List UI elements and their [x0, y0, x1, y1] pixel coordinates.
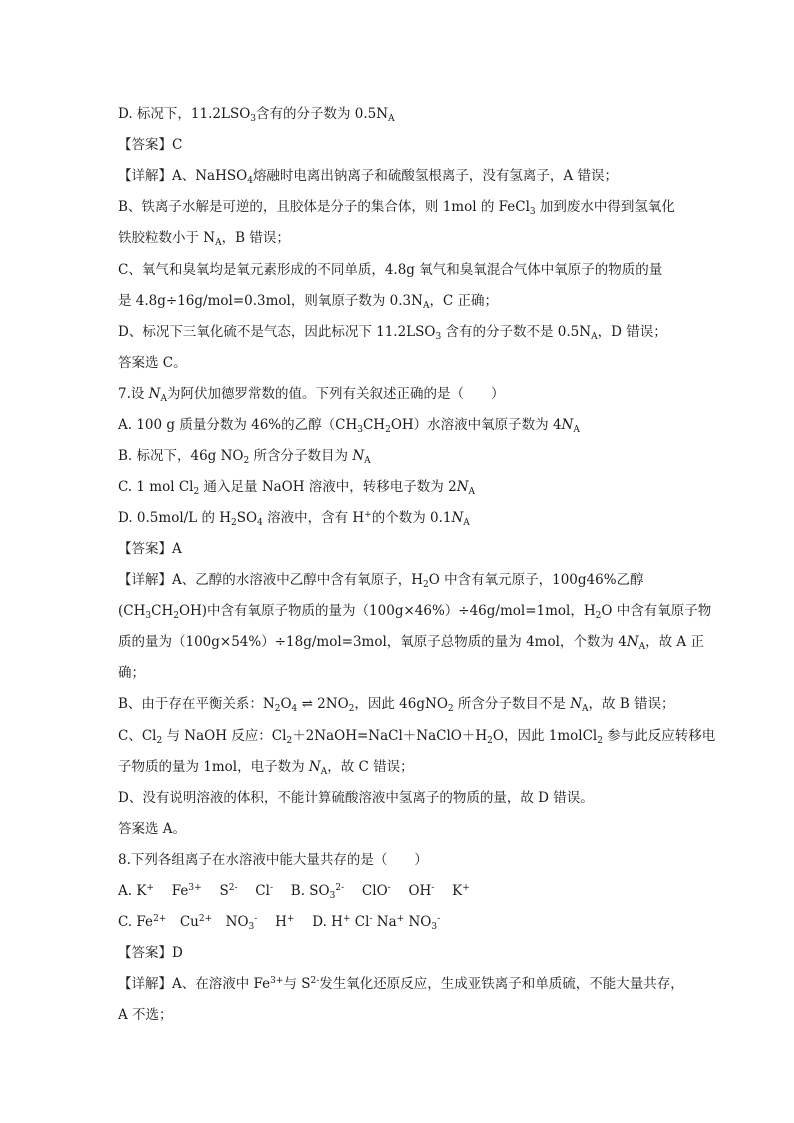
text-line: D. 0.5mol/L 的 $H_2SO_4$ 溶液中，含有 H+的个数为 $0.1N_A$: [118, 510, 470, 528]
text-line: C. 1 mol $Cl_2$ 通入足量 NaOH 溶液中，转移电子数为 $2N_A$: [118, 479, 476, 497]
text-line: C、$Cl_2$ 与 NaOH 反应：$Cl_2+2NaOH=NaCl+NaClO+H_2O$，因此 1molCl$_2$ 参与此反应转移电: [118, 728, 716, 746]
text-line: 【详解】A、在溶液中 $Fe^{3+}$与 $S^{2-}$发生氧化还原反应，生成亚铁离子和单质硫，不能大量共存，: [118, 976, 684, 992]
text-line: 质的量为（100g×54%）÷18g/mol=3mol，氧原子总物质的量为 4mol，个数为 $4N_A$，故 A 正: [118, 634, 704, 652]
text-line: 铁胶粒数小于 $N_A$，B 错误；: [118, 230, 290, 248]
text-line: 是 4.8g÷16g/mol=0.3mol，则氧原子数为 $0.3N_A$，C 正确；: [118, 293, 499, 311]
text-line: A 不选；: [118, 1007, 173, 1023]
text-line: 【答案】D: [118, 945, 183, 961]
text-line: 【详解】A、NaHSO$_4$熔融时电离出钠离子和硫酸氢根离子，没有氢离子，A 错误；: [118, 168, 618, 186]
text-line: 7.设 $N_A$为阿伏加德罗常数的值。下列有关叙述正确的是（ ）: [118, 386, 505, 404]
text-line: C、氧气和臭氧均是氧元素形成的不同单质，4.8g 氧气和臭氧混合气体中氧原子的物质的量: [118, 262, 663, 278]
text-line: 8.下列各组离子在水溶液中能大量共存的是（ ）: [118, 852, 428, 868]
text-line: D、标况下三氧化硫不是气态，因此标况下 $11.2LSO_3$ 含有的分子数不是 $0.5N_A$，D 错误；: [118, 324, 667, 342]
text-line: 【答案】C: [118, 137, 183, 153]
text-line: 答案选 A。: [118, 821, 187, 837]
text-line: A. K+ $Fe^{3+}$ $S^{2-}$ Cl- B. $SO_3^{2-}$ ClO- OH- K+: [118, 883, 470, 901]
text-line: $(CH_3CH_2OH)$中含有氧原子物质的量为（100g×46%）÷46g/mol=1mol，$H_2O$ 中含有氧原子物: [118, 603, 712, 621]
text-line: B、由于存在平衡关系：$N_2O_4$ ⇌ $2NO_2$，因此 46gNO$_2$ 所含分子数目不是 $N_A$，故 B 错误；: [118, 696, 675, 714]
text-line: B、铁离子水解是可逆的，且胶体是分子的集合体，则 1mol 的 FeCl$_3$ 加到废水中得到氢氧化: [118, 199, 675, 217]
text-line: 【答案】A: [118, 541, 182, 557]
text-line: 子物质的量为 1mol，电子数为 $N_A$，故 C 错误；: [118, 759, 414, 777]
text-line: A. 100 g 质量分数为 46%的乙醇$(CH_3CH_2OH)$水溶液中氧原子数为 $4N_A$: [118, 417, 580, 435]
text-line: D、没有说明溶液的体积，不能计算硫酸溶液中氢离子的物质的量，故 D 错误。: [118, 790, 594, 806]
text-line: D. 标况下，$11.2LSO_3$含有的分子数为 $0.5N_A$: [118, 106, 395, 124]
text-line: C. $Fe^{2+}$ $Cu^{2+}$ $NO_3^-$ H+ D. H+ Cl- Na+ $NO_3^-$: [118, 914, 441, 932]
text-line: B. 标况下，46g $NO_2$ 所含分子数目为 $N_A$: [118, 448, 371, 466]
text-line: 【详解】A、乙醇的水溶液中乙醇中含有氧原子，$H_2O$ 中含有氧元原子，100g46%乙醇: [118, 572, 644, 590]
text-line: 确；: [118, 665, 145, 681]
text-line: 答案选 C。: [118, 355, 187, 371]
